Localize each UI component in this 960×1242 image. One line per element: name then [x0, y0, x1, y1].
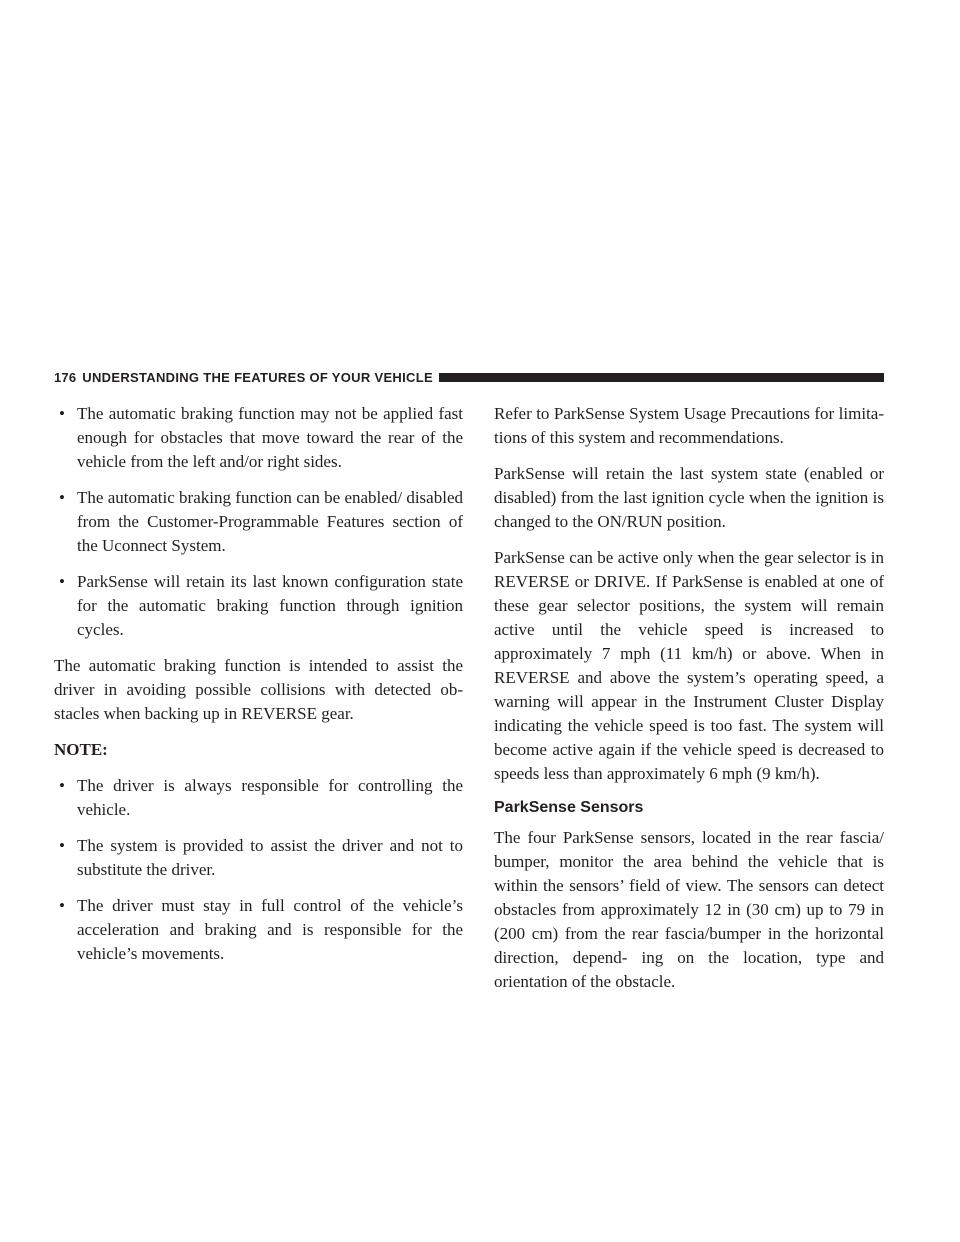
- list-item: [54, 570, 463, 642]
- list-item: [54, 894, 463, 966]
- body-paragraph: The automatic braking function is intended to assist the driver in avoiding possible collisions with detected ob- stacles when backing up in REVERSE gear.: [54, 656, 463, 723]
- bullet-icon: •: [59, 404, 65, 423]
- list-item: [54, 774, 463, 822]
- bullet-icon: •: [59, 896, 65, 915]
- body-paragraph: The four ParkSense sensors, located in the rear fascia/ bumper, monitor the area behind the vehicle that is within the sensors’ field of view. The sensors can detect obstacles from approximately 12 in (30 cm) up to 79 in (200 cm) from the rear fascia/bumper in the horizontal direction, depend- ing on the location, type and orientation of the obstacle.: [494, 828, 884, 991]
- right-column: [494, 402, 884, 1006]
- header-rule: [439, 373, 884, 382]
- list-item: [54, 834, 463, 882]
- bullet-icon: •: [59, 776, 65, 795]
- body-paragraph: ParkSense will retain the last system state (enabled or disabled) from the last ignition cycle when the ignition is changed to the ON/RUN position.: [494, 464, 884, 531]
- list-item-text: The driver must stay in full control of the vehicle’s acceleration and braking and is responsible for the vehicle’s movements.: [77, 896, 463, 963]
- list-item-text: The automatic braking function may not be applied fast enough for obstacles that move toward the rear of the vehicle from the left and/or right sides.: [77, 404, 463, 471]
- list-item-text: The system is provided to assist the driver and not to substitute the driver.: [77, 836, 463, 879]
- bullet-icon: •: [59, 572, 65, 591]
- bullet-icon: •: [59, 488, 65, 507]
- note-label: NOTE:: [54, 740, 108, 759]
- list-item-text: The driver is always responsible for controlling the vehicle.: [77, 776, 463, 819]
- page-number: 176: [54, 369, 77, 385]
- list-item-text: ParkSense will retain its last known configuration state for the automatic braking function through ignition cycles.: [77, 572, 463, 639]
- list-item: [54, 486, 463, 558]
- section-subheading: ParkSense Sensors: [494, 799, 644, 816]
- list-item-text: The automatic braking function can be enabled/ disabled from the Customer-Programmable Features section of the Uconnect System.: [77, 488, 463, 555]
- left-column: [54, 402, 463, 978]
- bullet-icon: •: [59, 836, 65, 855]
- list-item: [54, 402, 463, 474]
- section-title: UNDERSTANDING THE FEATURES OF YOUR VEHICLE: [82, 369, 433, 385]
- page-header: [54, 369, 884, 385]
- body-paragraph: ParkSense can be active only when the gear selector is in REVERSE or DRIVE. If ParkSense is enabled at one of these gear selector positions, the system will remain active until the vehicle speed is increased to approximately 7 mph (11 km/h) or above. When in REVERSE and above the system’s operating speed, a warning will appear in the Instrument Cluster Display indicating the vehicle speed is too fast. The system will become active again if the vehicle speed is decreased to speeds less than approximately 6 mph (9 km/h).: [494, 548, 884, 783]
- body-paragraph: Refer to ParkSense System Usage Precautions for limita- tions of this system and recommendations.: [494, 404, 884, 447]
